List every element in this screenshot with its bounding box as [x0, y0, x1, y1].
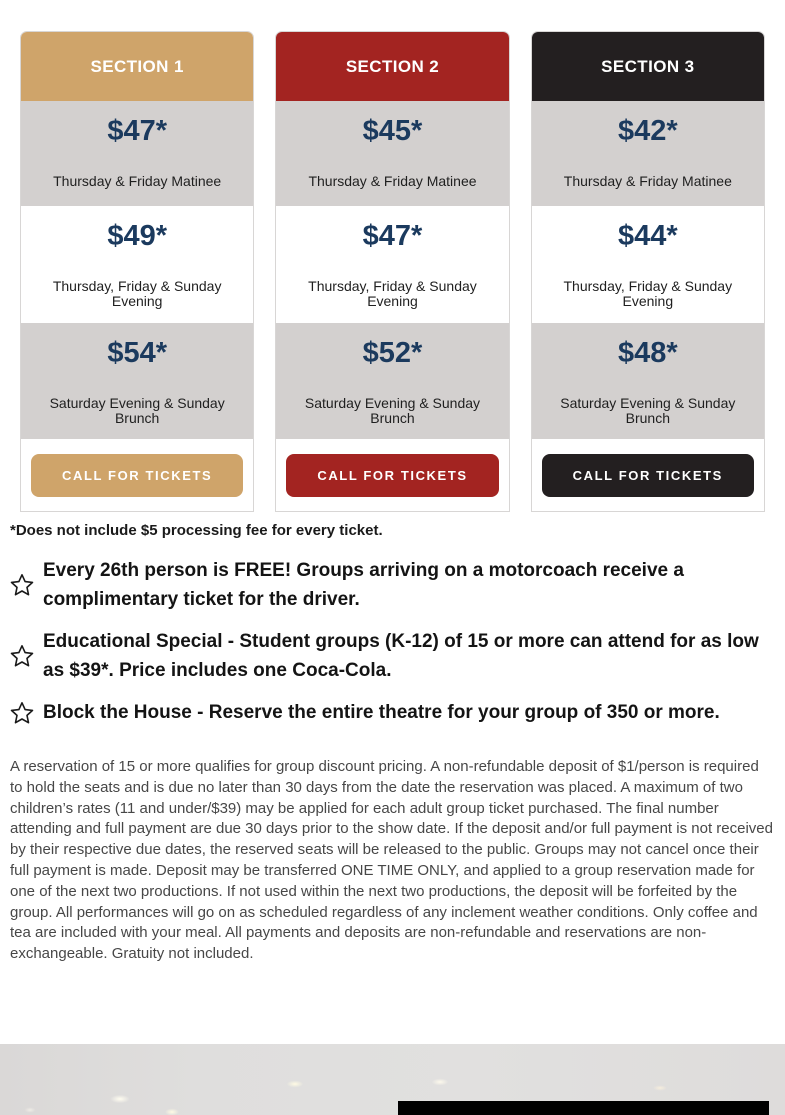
list-item-text: Educational Special - Student groups (K-12) of 15 or more can attend for as low as $39*. Price includes one Coca-Cola.: [43, 631, 759, 681]
section-1-title: SECTION 1: [90, 56, 184, 76]
price-value: $47*: [107, 115, 167, 147]
list-item-text: Block the House - Reserve the entire theatre for your group of 350 or more.: [43, 702, 720, 723]
price-row: [21, 101, 253, 206]
list-item: [10, 698, 775, 727]
call-for-tickets-button-section-2[interactable]: CALL FOR TICKETS: [286, 454, 498, 497]
price-value: $52*: [362, 337, 423, 369]
pricing-card-section-3: [531, 31, 765, 512]
price-label: Thursday, Friday & Sunday Evening: [52, 278, 222, 309]
price-row: [532, 206, 764, 323]
button-area: [532, 439, 764, 511]
price-row: [276, 101, 508, 206]
pricing-card-section-2: [275, 31, 509, 512]
processing-fee-disclaimer: *Does not include $5 processing fee for every ticket.: [10, 522, 383, 539]
call-for-tickets-button-section-3[interactable]: CALL FOR TICKETS: [542, 454, 754, 497]
price-value: $49*: [107, 220, 167, 252]
price-label: Saturday Evening & Sunday Brunch: [304, 395, 481, 426]
reservation-terms-paragraph: A reservation of 15 or more qualifies for group discount pricing. A non-refundable deposit of $1/person is required to hold the seats and is due no later than 30 days from the date the reservation was placed. A maximum of two children’s rates (11 and under/$39) may be applied for each adult group ticket purchased. The final number attending and full payment are due 30 days prior to the show date. If the deposit and/or full payment is not received by their respective due dates, the reserved seats will be released to the public. Groups may not cancel once their full payment is made. Deposit may be transferred ONE TIME ONLY, and applied to a group reservation made for one of the next two productions. If not used within the next two productions, the deposit will be forfeited by the group. All performances will go on as scheduled regardless of any inclement weather conditions. Only coffee and tea are included with your meal. All payments and deposits are non-refundable and reservations are non-exchangeable. Gratuity not included.: [10, 758, 773, 963]
price-row: [532, 101, 764, 206]
price-label: Thursday, Friday & Sunday Evening: [563, 278, 733, 309]
footer-theatre-photo: [0, 1044, 785, 1115]
pricing-card-section-1: [20, 31, 254, 512]
star-outline-icon: [10, 701, 34, 725]
price-row: [532, 323, 764, 439]
list-item: [10, 627, 775, 685]
price-label: Thursday & Friday Matinee: [308, 173, 477, 189]
group-perks-list: [10, 556, 775, 727]
list-item-text: Every 26th person is FREE! Groups arriving on a motorcoach receive a complimentary ticket for the driver.: [43, 560, 684, 610]
price-row: [21, 206, 253, 323]
price-label: Saturday Evening & Sunday Brunch: [49, 395, 225, 426]
section-2-title: SECTION 2: [345, 56, 440, 76]
price-row: [276, 206, 508, 323]
star-outline-icon: [10, 644, 34, 668]
section-2-header: [276, 32, 508, 101]
price-value: $42*: [617, 115, 678, 147]
star-outline-icon: [10, 573, 34, 597]
price-value: $54*: [107, 337, 167, 369]
pricing-cards: [20, 31, 765, 512]
price-row: [21, 323, 253, 439]
price-label: Thursday, Friday & Sunday Evening: [308, 278, 477, 309]
call-for-tickets-button-section-1[interactable]: CALL FOR TICKETS: [31, 454, 243, 497]
price-value: $44*: [617, 220, 678, 252]
section-3-title: SECTION 3: [601, 56, 695, 76]
price-label: Thursday & Friday Matinee: [53, 173, 222, 189]
price-value: $45*: [362, 115, 423, 147]
button-area: [21, 439, 253, 511]
price-row: [276, 323, 508, 439]
list-item: [10, 556, 775, 614]
section-3-header: [532, 32, 764, 101]
price-label: Thursday & Friday Matinee: [563, 173, 732, 189]
footer-dark-overlay: [398, 1101, 769, 1115]
price-value: $48*: [617, 337, 678, 369]
button-area: [276, 439, 508, 511]
section-1-header: [21, 32, 253, 101]
price-label: Saturday Evening & Sunday Brunch: [560, 395, 736, 426]
price-value: $47*: [362, 220, 423, 252]
